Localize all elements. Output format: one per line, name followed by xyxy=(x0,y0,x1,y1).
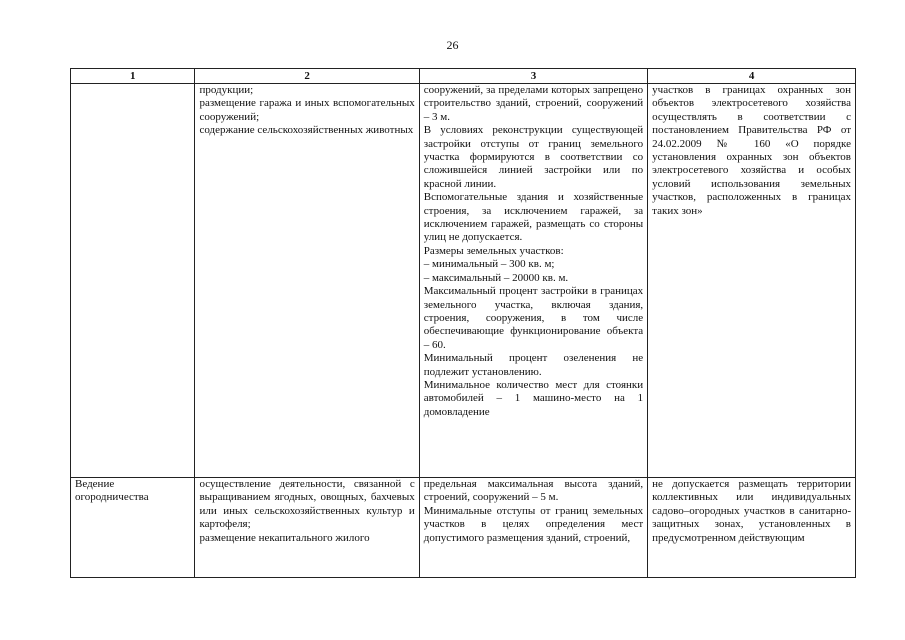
header-col-3: 3 xyxy=(419,69,647,84)
cell-paragraph: продукции; xyxy=(199,84,254,96)
cell-paragraph: Минимальные отступы от границ земельных участков в целях определения мест допустимого размещения зданий, строений, xyxy=(423,504,644,544)
cell-paragraph: – максимальный – 20000 кв. м. xyxy=(423,271,569,284)
page-number: 26 xyxy=(446,38,459,52)
cell-paragraph: – минимальный – 300 кв. м; xyxy=(423,258,555,271)
cell-paragraph: не допускается размещать территории коллективных или индивидуальных садово–огородных участков в санитарно-защитных зонах, установленных в предусмотренном действующим xyxy=(652,478,851,544)
cell-paragraph: участков в границах охранных зон объектов электросетевого хозяйства осуществлять в соответствии с постановлением Правительства РФ от 24.02.2009 № 160 «О порядке установления охранных зон объектов электросетевого хозяйства и особых условий использования земельных участков, расположенных в границах таких зон» xyxy=(652,84,851,217)
row-1-col-1 xyxy=(71,84,195,478)
cell-paragraph: содержание сельскохозяйственных животных xyxy=(199,124,414,137)
row-2-col-4 xyxy=(648,478,856,578)
row-2-col-3 xyxy=(419,478,647,578)
header-col-2: 2 xyxy=(195,69,419,84)
cell-paragraph: В условиях реконструкции существующей застройки отступы от границ земельного участка формируются в соответствии со сложившейся линией застройки или по красной линии. xyxy=(423,124,644,190)
cell-paragraph: размещение некапитального жилого xyxy=(199,531,370,544)
row-1-col-2 xyxy=(195,84,419,478)
table-row xyxy=(71,478,856,578)
row-2-col-2 xyxy=(195,478,419,578)
cell-paragraph: Минимальное количество мест для стоянки автомобилей – 1 машино-место на 1 домовладение xyxy=(423,378,644,418)
row-1-col-3 xyxy=(419,84,647,478)
row-1-col-4 xyxy=(648,84,856,478)
row-2-col-1 xyxy=(71,478,195,578)
regulations-table xyxy=(70,68,856,578)
header-col-4: 4 xyxy=(648,69,856,84)
cell-paragraph: осуществление деятельности, связанной с выращиванием ягодных, овощных, бахчевых или иных сельскохозяйственных культур и картофеля; xyxy=(199,478,415,531)
table-row xyxy=(71,84,856,478)
table-header-row xyxy=(71,69,856,84)
cell-paragraph: Вспомогательные здания и хозяйственные строения, за исключением гаражей, за исключением гаражей, размещать со стороны улиц не допускается. xyxy=(423,191,644,244)
cell-paragraph: Минимальный процент озеленения не подлежит установлению. xyxy=(423,352,644,378)
cell-paragraph: Ведение огородничества xyxy=(75,478,149,504)
cell-paragraph: Максимальный процент застройки в границах земельного участка, включая здания, строения, сооружения, в том числе обеспечивающие функционирование объекта – 60. xyxy=(423,285,644,351)
header-col-1: 1 xyxy=(71,69,195,84)
cell-paragraph: Размеры земельных участков: xyxy=(423,244,564,257)
cell-paragraph: предельная максимальная высота зданий, строений, сооружений – 5 м. xyxy=(423,478,644,504)
cell-paragraph: сооружений, за пределами которых запрещено строительство зданий, строений, сооружений – 3 м. xyxy=(423,84,644,123)
cell-paragraph: размещение гаража и иных вспомогательных сооружений; xyxy=(199,97,415,123)
